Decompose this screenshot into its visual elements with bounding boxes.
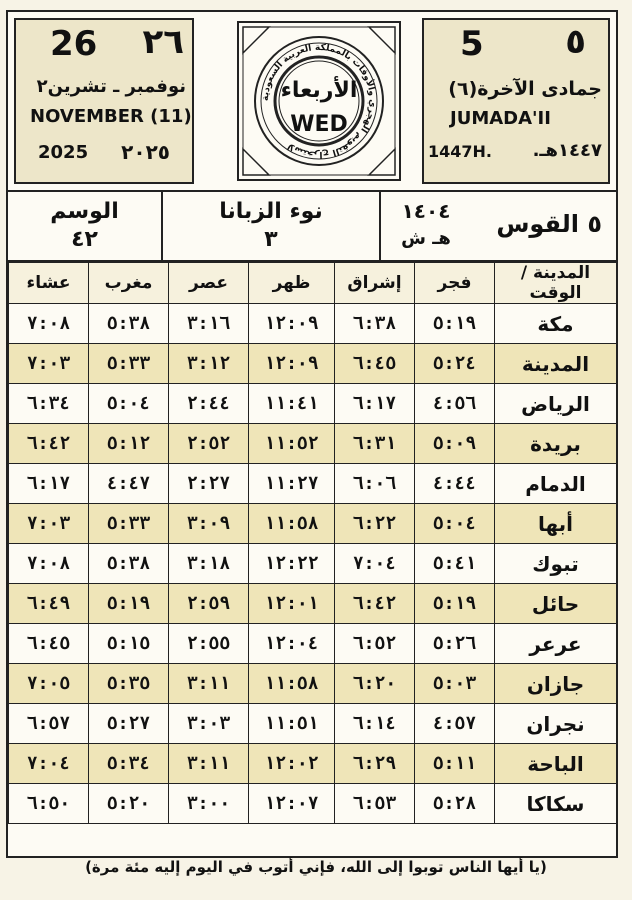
- time-cell: ٢:٥٢: [169, 424, 249, 464]
- city-cell: الباحة: [495, 744, 617, 784]
- table-row: [9, 344, 617, 384]
- prayer-times-table: [8, 262, 617, 824]
- time-cell: ٥:٠٤: [415, 504, 495, 544]
- time-cell: ٦:٤٢: [335, 584, 415, 624]
- gregorian-date-box: [14, 18, 194, 184]
- time-cell: ٢:٤٤: [169, 384, 249, 424]
- time-cell: ٣:٠٣: [169, 704, 249, 744]
- time-cell: ٦:٥٧: [9, 704, 89, 744]
- time-cell: ٧:٠٨: [9, 304, 89, 344]
- table-row: [9, 624, 617, 664]
- season-row: [8, 192, 616, 262]
- time-cell: ١١:٥٨: [249, 664, 335, 704]
- greg-day-arabic: ٢٦: [142, 22, 184, 62]
- solar-year: ١٤٠٤: [401, 199, 451, 223]
- wasm-day: ٤٢: [71, 227, 98, 252]
- time-cell: ٦:١٧: [335, 384, 415, 424]
- time-cell: ٣:١١: [169, 744, 249, 784]
- weekday-english: WED: [290, 112, 348, 137]
- hijri-month-english: JUMADA'II: [450, 108, 551, 129]
- city-cell: الدمام: [495, 464, 617, 504]
- time-cell: ٦:١٤: [335, 704, 415, 744]
- header-time: الوقت: [529, 283, 582, 303]
- time-cell: ٧:٠٣: [9, 344, 89, 384]
- time-cell: ٤:٤٤: [415, 464, 495, 504]
- time-cell: ١١:٥٨: [249, 504, 335, 544]
- hijri-year-latin: 1447H.: [428, 142, 492, 161]
- time-cell: ٥:١٩: [415, 304, 495, 344]
- time-cell: ٦:٣٤: [9, 384, 89, 424]
- time-cell: ٣:١٨: [169, 544, 249, 584]
- hijri-date-box: [422, 18, 610, 184]
- time-cell: ٥:٢٧: [89, 704, 169, 744]
- header-shuruq: إشراق: [335, 263, 415, 304]
- solar-zodiac-cell: [381, 192, 616, 260]
- time-cell: ٦:٢٠: [335, 664, 415, 704]
- time-cell: ٥:٢٦: [415, 624, 495, 664]
- time-cell: ١٢:٢٢: [249, 544, 335, 584]
- time-cell: ٧:٠٣: [9, 504, 89, 544]
- time-cell: ٦:٤٢: [9, 424, 89, 464]
- city-cell: الرياض: [495, 384, 617, 424]
- time-cell: ٦:٠٦: [335, 464, 415, 504]
- time-cell: ٥:٣٤: [89, 744, 169, 784]
- time-cell: ٢:٥٥: [169, 624, 249, 664]
- header-asr: عصر: [169, 263, 249, 304]
- time-cell: ١١:٥١: [249, 704, 335, 744]
- time-cell: ١١:٥٢: [249, 424, 335, 464]
- time-cell: ١٢:٠٤: [249, 624, 335, 664]
- table-row: [9, 664, 617, 704]
- table-row: [9, 584, 617, 624]
- time-cell: ٧:٠٤: [335, 544, 415, 584]
- time-cell: ٦:٣١: [335, 424, 415, 464]
- time-cell: ١١:٢٧: [249, 464, 335, 504]
- table-row: [9, 304, 617, 344]
- time-cell: ١٢:٠٩: [249, 344, 335, 384]
- city-cell: تبوك: [495, 544, 617, 584]
- city-cell: بريدة: [495, 424, 617, 464]
- time-cell: ٣:١٦: [169, 304, 249, 344]
- table-header-row: [9, 263, 617, 304]
- time-cell: ٥:٢٠: [89, 784, 169, 824]
- time-cell: ٥:١٥: [89, 624, 169, 664]
- time-cell: ١٢:٠١: [249, 584, 335, 624]
- city-cell: عرعر: [495, 624, 617, 664]
- hijri-day-latin: 5: [460, 24, 484, 64]
- city-cell: مكة: [495, 304, 617, 344]
- time-cell: ٥:٣٣: [89, 344, 169, 384]
- city-cell: جازان: [495, 664, 617, 704]
- time-cell: ٤:٥٧: [415, 704, 495, 744]
- naw-title: نوء الزبانا: [219, 199, 323, 224]
- time-cell: ٦:٤٩: [9, 584, 89, 624]
- table-row: [9, 544, 617, 584]
- header: [8, 12, 616, 192]
- weekday-seal: [234, 18, 404, 184]
- hijri-month-arabic: جمادى الآخرة(٦): [448, 78, 602, 100]
- header-city-time: المدينة / الوقت: [495, 263, 617, 304]
- greg-year-arabic: ٢٠٢٥: [121, 140, 170, 164]
- hijri-day-arabic: ٥: [565, 22, 586, 62]
- table-row: [9, 384, 617, 424]
- time-cell: ٤:٥٦: [415, 384, 495, 424]
- time-cell: ٥:١١: [415, 744, 495, 784]
- wasm-title: الوسم: [50, 199, 119, 224]
- city-cell: أبها: [495, 504, 617, 544]
- greg-year-latin: 2025: [38, 142, 89, 163]
- time-cell: ١٢:٠٧: [249, 784, 335, 824]
- time-cell: ٥:٠٣: [415, 664, 495, 704]
- seal-ring-text: لاستخراج التقويم الهجري والأوقات بالمملكة العربية السعودية: [260, 42, 378, 160]
- greg-month-english: NOVEMBER (11): [30, 106, 192, 127]
- time-cell: ٦:٥٣: [335, 784, 415, 824]
- city-cell: حائل: [495, 584, 617, 624]
- city-cell: المدينة: [495, 344, 617, 384]
- calendar-page: [6, 10, 618, 858]
- footer-quote: (يا أيها الناس توبوا إلى الله، فإني أتوب في اليوم إليه مئة مرة): [85, 858, 547, 876]
- hijri-year-arabic: ١٤٤٧هـ.: [532, 140, 602, 161]
- wasm-cell: [8, 192, 163, 260]
- time-cell: ٦:٣٨: [335, 304, 415, 344]
- greg-month-arabic: نوفمبر ـ تشرين٢: [36, 76, 186, 97]
- table-row: [9, 744, 617, 784]
- time-cell: ٦:٤٥: [335, 344, 415, 384]
- time-cell: ٥:٣٣: [89, 504, 169, 544]
- greg-day-latin: 26: [50, 24, 98, 64]
- time-cell: ٥:٢٨: [415, 784, 495, 824]
- time-cell: ٣:٠٩: [169, 504, 249, 544]
- header-dhuhr: ظهر: [249, 263, 335, 304]
- time-cell: ٥:١٩: [415, 584, 495, 624]
- time-cell: ٣:١١: [169, 664, 249, 704]
- time-cell: ٦:٢٢: [335, 504, 415, 544]
- time-cell: ٢:٢٧: [169, 464, 249, 504]
- table-row: [9, 424, 617, 464]
- time-cell: ٥:١٩: [89, 584, 169, 624]
- time-cell: ٦:٥٠: [9, 784, 89, 824]
- time-cell: ١٢:٠٩: [249, 304, 335, 344]
- zodiac-sign: ٥ القوس: [496, 210, 602, 238]
- time-cell: ٦:٥٢: [335, 624, 415, 664]
- time-cell: ٦:٤٥: [9, 624, 89, 664]
- city-cell: سكاكا: [495, 784, 617, 824]
- city-cell: نجران: [495, 704, 617, 744]
- header-city: المدينة: [533, 263, 591, 283]
- time-cell: ٥:٣٨: [89, 544, 169, 584]
- time-cell: ٧:٠٨: [9, 544, 89, 584]
- header-maghrib: مغرب: [89, 263, 169, 304]
- time-cell: ٧:٠٥: [9, 664, 89, 704]
- solar-unit: هـ ش: [401, 228, 451, 249]
- time-cell: ٦:١٧: [9, 464, 89, 504]
- weekday-arabic: الأربعاء: [280, 78, 358, 103]
- time-cell: ٤:٤٧: [89, 464, 169, 504]
- time-cell: ٥:٤١: [415, 544, 495, 584]
- time-cell: ١١:٤١: [249, 384, 335, 424]
- time-cell: ٣:١٢: [169, 344, 249, 384]
- time-cell: ١٢:٠٢: [249, 744, 335, 784]
- header-isha: عشاء: [9, 263, 89, 304]
- time-cell: ٥:٣٨: [89, 304, 169, 344]
- time-cell: ٦:٢٩: [335, 744, 415, 784]
- time-cell: ٣:٠٠: [169, 784, 249, 824]
- header-fajr: فجر: [415, 263, 495, 304]
- table-row: [9, 504, 617, 544]
- time-cell: ٥:٠٤: [89, 384, 169, 424]
- naw-day: ٣: [264, 227, 278, 252]
- table-row: [9, 704, 617, 744]
- time-cell: ٢:٥٩: [169, 584, 249, 624]
- time-cell: ٥:١٢: [89, 424, 169, 464]
- time-cell: ٥:٣٥: [89, 664, 169, 704]
- table-row: [9, 784, 617, 824]
- time-cell: ٧:٠٤: [9, 744, 89, 784]
- time-cell: ٥:٠٩: [415, 424, 495, 464]
- table-row: [9, 464, 617, 504]
- naw-cell: [163, 192, 381, 260]
- time-cell: ٥:٢٤: [415, 344, 495, 384]
